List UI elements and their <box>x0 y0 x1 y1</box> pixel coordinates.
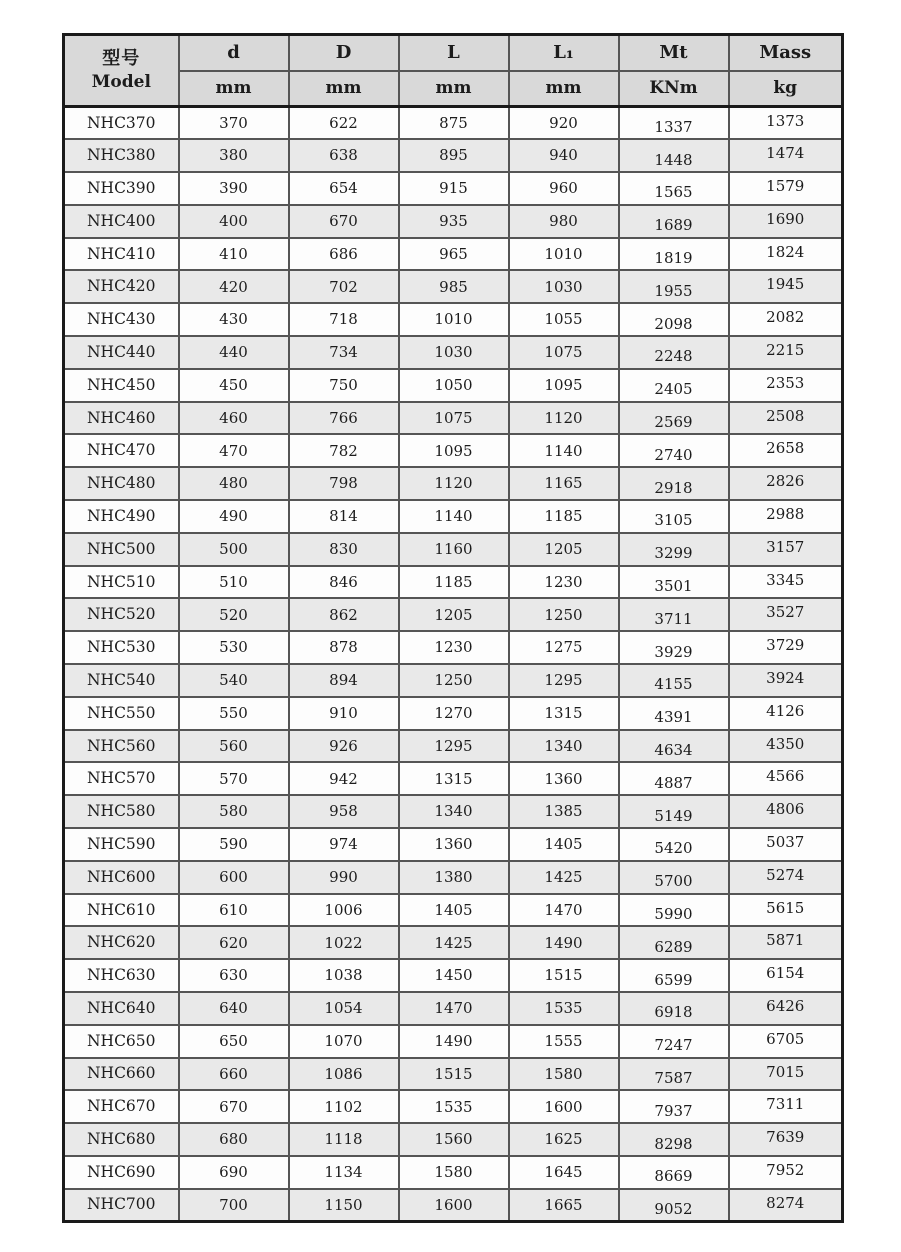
table-row <box>64 566 843 599</box>
table-row <box>64 795 843 828</box>
cell-model: NHC500 <box>64 533 179 566</box>
table-row <box>64 434 843 467</box>
table-row <box>64 861 843 894</box>
cell-D: 910 <box>289 697 399 730</box>
cell-mass: 2215 <box>729 336 843 369</box>
cell-L: 1425 <box>399 926 509 959</box>
cell-model: NHC400 <box>64 205 179 238</box>
table-row <box>64 402 843 435</box>
cell-D: 782 <box>289 434 399 467</box>
cell-L: 1380 <box>399 861 509 894</box>
cell-mass: 3157 <box>729 533 843 566</box>
table-row <box>64 500 843 533</box>
table-row <box>64 894 843 927</box>
table-row <box>64 336 843 369</box>
cell-mass: 6154 <box>729 959 843 992</box>
cell-L1: 1360 <box>509 762 619 795</box>
cell-D: 622 <box>289 107 399 140</box>
table-row <box>64 303 843 336</box>
cell-mass: 5274 <box>729 861 843 894</box>
cell-mass: 5871 <box>729 926 843 959</box>
cell-model: NHC670 <box>64 1090 179 1123</box>
cell-Mt: 1689 <box>619 205 729 238</box>
table-row <box>64 926 843 959</box>
cell-L1: 1275 <box>509 631 619 664</box>
cell-L1: 1470 <box>509 894 619 927</box>
column-unit-mm: mm <box>509 71 619 107</box>
cell-Mt: 1819 <box>619 238 729 271</box>
table-row <box>64 730 843 763</box>
cell-d: 670 <box>179 1090 289 1123</box>
column-unit-mm: mm <box>179 71 289 107</box>
cell-d: 460 <box>179 402 289 435</box>
column-unit-KNm: KNm <box>619 71 729 107</box>
cell-Mt: 7937 <box>619 1090 729 1123</box>
cell-L: 1120 <box>399 467 509 500</box>
cell-d: 610 <box>179 894 289 927</box>
cell-model: NHC550 <box>64 697 179 730</box>
cell-mass: 2826 <box>729 467 843 500</box>
cell-D: 1022 <box>289 926 399 959</box>
cell-mass: 2082 <box>729 303 843 336</box>
cell-D: 718 <box>289 303 399 336</box>
cell-model: NHC470 <box>64 434 179 467</box>
cell-model: NHC530 <box>64 631 179 664</box>
cell-d: 370 <box>179 107 289 140</box>
cell-L: 1160 <box>399 533 509 566</box>
cell-Mt: 2740 <box>619 434 729 467</box>
cell-Mt: 8669 <box>619 1156 729 1189</box>
cell-mass: 5615 <box>729 894 843 927</box>
cell-L1: 1010 <box>509 238 619 271</box>
column-label-Mass: Mass <box>729 35 843 71</box>
cell-model: NHC610 <box>64 894 179 927</box>
column-label-L: L <box>399 35 509 71</box>
cell-D: 974 <box>289 828 399 861</box>
header-label-row <box>64 35 843 71</box>
cell-L: 1140 <box>399 500 509 533</box>
cell-model: NHC520 <box>64 598 179 631</box>
cell-d: 380 <box>179 139 289 172</box>
table-row <box>64 1058 843 1091</box>
cell-L: 1490 <box>399 1025 509 1058</box>
cell-model: NHC540 <box>64 664 179 697</box>
cell-L: 1250 <box>399 664 509 697</box>
cell-D: 1054 <box>289 992 399 1025</box>
cell-D: 766 <box>289 402 399 435</box>
table-row <box>64 1090 843 1123</box>
table-row <box>64 762 843 795</box>
table-row <box>64 369 843 402</box>
cell-L1: 1120 <box>509 402 619 435</box>
cell-D: 1006 <box>289 894 399 927</box>
cell-d: 420 <box>179 270 289 303</box>
cell-Mt: 7247 <box>619 1025 729 1058</box>
cell-Mt: 3299 <box>619 533 729 566</box>
cell-D: 1150 <box>289 1189 399 1222</box>
table-row <box>64 1156 843 1189</box>
cell-model: NHC570 <box>64 762 179 795</box>
cell-mass: 3527 <box>729 598 843 631</box>
cell-L1: 960 <box>509 172 619 205</box>
cell-L: 1050 <box>399 369 509 402</box>
cell-Mt: 8298 <box>619 1123 729 1156</box>
cell-mass: 4566 <box>729 762 843 795</box>
cell-d: 590 <box>179 828 289 861</box>
cell-L1: 1490 <box>509 926 619 959</box>
table-row <box>64 1123 843 1156</box>
cell-L1: 1385 <box>509 795 619 828</box>
cell-L: 1205 <box>399 598 509 631</box>
cell-L: 1360 <box>399 828 509 861</box>
cell-d: 560 <box>179 730 289 763</box>
cell-model: NHC390 <box>64 172 179 205</box>
cell-L: 915 <box>399 172 509 205</box>
cell-L: 895 <box>399 139 509 172</box>
cell-L1: 1295 <box>509 664 619 697</box>
cell-D: 846 <box>289 566 399 599</box>
cell-d: 620 <box>179 926 289 959</box>
cell-L1: 1405 <box>509 828 619 861</box>
cell-Mt: 1448 <box>619 139 729 172</box>
cell-Mt: 1337 <box>619 107 729 140</box>
cell-d: 660 <box>179 1058 289 1091</box>
cell-model: NHC490 <box>64 500 179 533</box>
cell-D: 1102 <box>289 1090 399 1123</box>
cell-L1: 1600 <box>509 1090 619 1123</box>
cell-model: NHC680 <box>64 1123 179 1156</box>
cell-mass: 2988 <box>729 500 843 533</box>
table-row <box>64 533 843 566</box>
column-label-d: d <box>179 35 289 71</box>
cell-Mt: 5420 <box>619 828 729 861</box>
cell-D: 1118 <box>289 1123 399 1156</box>
cell-mass: 1579 <box>729 172 843 205</box>
cell-d: 640 <box>179 992 289 1025</box>
cell-mass: 6705 <box>729 1025 843 1058</box>
cell-d: 480 <box>179 467 289 500</box>
cell-d: 690 <box>179 1156 289 1189</box>
cell-L: 1515 <box>399 1058 509 1091</box>
cell-L: 1580 <box>399 1156 509 1189</box>
table-row <box>64 1025 843 1058</box>
cell-L1: 920 <box>509 107 619 140</box>
cell-D: 654 <box>289 172 399 205</box>
table-row <box>64 238 843 271</box>
column-unit-mm: mm <box>289 71 399 107</box>
cell-L1: 1535 <box>509 992 619 1025</box>
cell-model: NHC660 <box>64 1058 179 1091</box>
cell-d: 410 <box>179 238 289 271</box>
cell-D: 814 <box>289 500 399 533</box>
cell-model: NHC440 <box>64 336 179 369</box>
cell-d: 580 <box>179 795 289 828</box>
cell-D: 734 <box>289 336 399 369</box>
cell-L1: 1165 <box>509 467 619 500</box>
cell-Mt: 4634 <box>619 730 729 763</box>
cell-Mt: 3501 <box>619 566 729 599</box>
cell-L: 1535 <box>399 1090 509 1123</box>
cell-L1: 1625 <box>509 1123 619 1156</box>
cell-Mt: 7587 <box>619 1058 729 1091</box>
cell-d: 450 <box>179 369 289 402</box>
cell-d: 490 <box>179 500 289 533</box>
table-row <box>64 828 843 861</box>
cell-d: 440 <box>179 336 289 369</box>
cell-D: 878 <box>289 631 399 664</box>
cell-model: NHC410 <box>64 238 179 271</box>
table-row <box>64 697 843 730</box>
cell-L1: 1580 <box>509 1058 619 1091</box>
cell-L: 935 <box>399 205 509 238</box>
header-model-en: Model <box>91 72 151 93</box>
cell-D: 638 <box>289 139 399 172</box>
cell-d: 500 <box>179 533 289 566</box>
cell-L1: 1340 <box>509 730 619 763</box>
cell-Mt: 4155 <box>619 664 729 697</box>
cell-d: 530 <box>179 631 289 664</box>
cell-model: NHC450 <box>64 369 179 402</box>
cell-Mt: 2569 <box>619 402 729 435</box>
cell-mass: 3729 <box>729 631 843 664</box>
cell-D: 798 <box>289 467 399 500</box>
cell-D: 862 <box>289 598 399 631</box>
cell-model: NHC560 <box>64 730 179 763</box>
cell-mass: 3345 <box>729 566 843 599</box>
cell-mass: 4350 <box>729 730 843 763</box>
table-row <box>64 172 843 205</box>
column-label-L1: L₁ <box>509 35 619 71</box>
cell-model: NHC630 <box>64 959 179 992</box>
cell-D: 958 <box>289 795 399 828</box>
cell-d: 600 <box>179 861 289 894</box>
cell-model: NHC370 <box>64 107 179 140</box>
table-row <box>64 1189 843 1222</box>
cell-mass: 1373 <box>729 107 843 140</box>
cell-L1: 1140 <box>509 434 619 467</box>
cell-model: NHC600 <box>64 861 179 894</box>
cell-mass: 2508 <box>729 402 843 435</box>
cell-Mt: 3929 <box>619 631 729 664</box>
cell-Mt: 5700 <box>619 861 729 894</box>
cell-Mt: 1565 <box>619 172 729 205</box>
cell-Mt: 6599 <box>619 959 729 992</box>
cell-L: 1010 <box>399 303 509 336</box>
cell-mass: 7311 <box>729 1090 843 1123</box>
header-unit-row <box>64 71 843 107</box>
cell-L: 1450 <box>399 959 509 992</box>
cell-L1: 1055 <box>509 303 619 336</box>
cell-Mt: 4887 <box>619 762 729 795</box>
cell-L1: 980 <box>509 205 619 238</box>
cell-model: NHC700 <box>64 1189 179 1222</box>
cell-mass: 1945 <box>729 270 843 303</box>
cell-D: 1070 <box>289 1025 399 1058</box>
cell-Mt: 2405 <box>619 369 729 402</box>
cell-L: 1230 <box>399 631 509 664</box>
cell-d: 430 <box>179 303 289 336</box>
cell-d: 390 <box>179 172 289 205</box>
cell-mass: 7952 <box>729 1156 843 1189</box>
cell-L: 1340 <box>399 795 509 828</box>
cell-L: 1295 <box>399 730 509 763</box>
cell-L: 1600 <box>399 1189 509 1222</box>
cell-L1: 1425 <box>509 861 619 894</box>
cell-mass: 2353 <box>729 369 843 402</box>
cell-mass: 1690 <box>729 205 843 238</box>
cell-model: NHC380 <box>64 139 179 172</box>
cell-model: NHC420 <box>64 270 179 303</box>
cell-L: 1315 <box>399 762 509 795</box>
cell-L: 1075 <box>399 402 509 435</box>
table-row <box>64 631 843 664</box>
cell-L1: 940 <box>509 139 619 172</box>
cell-Mt: 6289 <box>619 926 729 959</box>
cell-L1: 1555 <box>509 1025 619 1058</box>
cell-Mt: 3105 <box>619 500 729 533</box>
cell-D: 990 <box>289 861 399 894</box>
cell-D: 1038 <box>289 959 399 992</box>
cell-model: NHC510 <box>64 566 179 599</box>
table-header <box>64 35 843 107</box>
cell-mass: 2658 <box>729 434 843 467</box>
cell-model: NHC480 <box>64 467 179 500</box>
cell-L1: 1205 <box>509 533 619 566</box>
cell-model: NHC620 <box>64 926 179 959</box>
table-row <box>64 664 843 697</box>
cell-Mt: 2248 <box>619 336 729 369</box>
table-row <box>64 959 843 992</box>
cell-D: 1086 <box>289 1058 399 1091</box>
cell-L1: 1030 <box>509 270 619 303</box>
cell-Mt: 6918 <box>619 992 729 1025</box>
cell-D: 830 <box>289 533 399 566</box>
cell-model: NHC580 <box>64 795 179 828</box>
cell-L: 985 <box>399 270 509 303</box>
cell-Mt: 2918 <box>619 467 729 500</box>
cell-mass: 6426 <box>729 992 843 1025</box>
table-body <box>64 107 843 1222</box>
cell-d: 630 <box>179 959 289 992</box>
cell-mass: 1824 <box>729 238 843 271</box>
cell-model: NHC590 <box>64 828 179 861</box>
coupling-spec-table <box>62 33 844 1223</box>
cell-L: 1405 <box>399 894 509 927</box>
cell-Mt: 3711 <box>619 598 729 631</box>
table-row <box>64 107 843 140</box>
cell-mass: 7015 <box>729 1058 843 1091</box>
cell-D: 1134 <box>289 1156 399 1189</box>
cell-L: 1470 <box>399 992 509 1025</box>
header-model <box>64 35 179 107</box>
cell-L: 1030 <box>399 336 509 369</box>
cell-d: 570 <box>179 762 289 795</box>
cell-L: 875 <box>399 107 509 140</box>
table-row <box>64 992 843 1025</box>
cell-L: 1270 <box>399 697 509 730</box>
cell-D: 942 <box>289 762 399 795</box>
column-unit-kg: kg <box>729 71 843 107</box>
cell-d: 550 <box>179 697 289 730</box>
cell-model: NHC430 <box>64 303 179 336</box>
cell-mass: 1474 <box>729 139 843 172</box>
table-row <box>64 270 843 303</box>
cell-L1: 1315 <box>509 697 619 730</box>
cell-D: 670 <box>289 205 399 238</box>
cell-L: 1095 <box>399 434 509 467</box>
cell-mass: 5037 <box>729 828 843 861</box>
table-row <box>64 139 843 172</box>
cell-mass: 4126 <box>729 697 843 730</box>
cell-D: 686 <box>289 238 399 271</box>
cell-mass: 4806 <box>729 795 843 828</box>
column-label-D: D <box>289 35 399 71</box>
cell-d: 680 <box>179 1123 289 1156</box>
table-row <box>64 205 843 238</box>
cell-L: 965 <box>399 238 509 271</box>
cell-L1: 1250 <box>509 598 619 631</box>
cell-L1: 1665 <box>509 1189 619 1222</box>
table-row <box>64 598 843 631</box>
cell-Mt: 9052 <box>619 1189 729 1222</box>
cell-D: 926 <box>289 730 399 763</box>
cell-L: 1560 <box>399 1123 509 1156</box>
cell-mass: 7639 <box>729 1123 843 1156</box>
cell-mass: 3924 <box>729 664 843 697</box>
cell-d: 520 <box>179 598 289 631</box>
cell-model: NHC650 <box>64 1025 179 1058</box>
cell-D: 894 <box>289 664 399 697</box>
cell-model: NHC640 <box>64 992 179 1025</box>
cell-D: 750 <box>289 369 399 402</box>
cell-D: 702 <box>289 270 399 303</box>
header-model-zh: 型号 <box>102 47 141 69</box>
cell-d: 470 <box>179 434 289 467</box>
cell-L1: 1075 <box>509 336 619 369</box>
cell-d: 700 <box>179 1189 289 1222</box>
cell-d: 650 <box>179 1025 289 1058</box>
cell-L1: 1645 <box>509 1156 619 1189</box>
cell-model: NHC460 <box>64 402 179 435</box>
cell-L: 1185 <box>399 566 509 599</box>
cell-model: NHC690 <box>64 1156 179 1189</box>
cell-d: 510 <box>179 566 289 599</box>
cell-L1: 1095 <box>509 369 619 402</box>
column-unit-mm: mm <box>399 71 509 107</box>
cell-L1: 1185 <box>509 500 619 533</box>
cell-Mt: 2098 <box>619 303 729 336</box>
cell-d: 400 <box>179 205 289 238</box>
cell-mass: 8274 <box>729 1189 843 1222</box>
cell-Mt: 1955 <box>619 270 729 303</box>
cell-d: 540 <box>179 664 289 697</box>
column-label-Mt: Mt <box>619 35 729 71</box>
table-row <box>64 467 843 500</box>
cell-Mt: 5990 <box>619 894 729 927</box>
cell-Mt: 4391 <box>619 697 729 730</box>
cell-L1: 1230 <box>509 566 619 599</box>
cell-Mt: 5149 <box>619 795 729 828</box>
cell-L1: 1515 <box>509 959 619 992</box>
